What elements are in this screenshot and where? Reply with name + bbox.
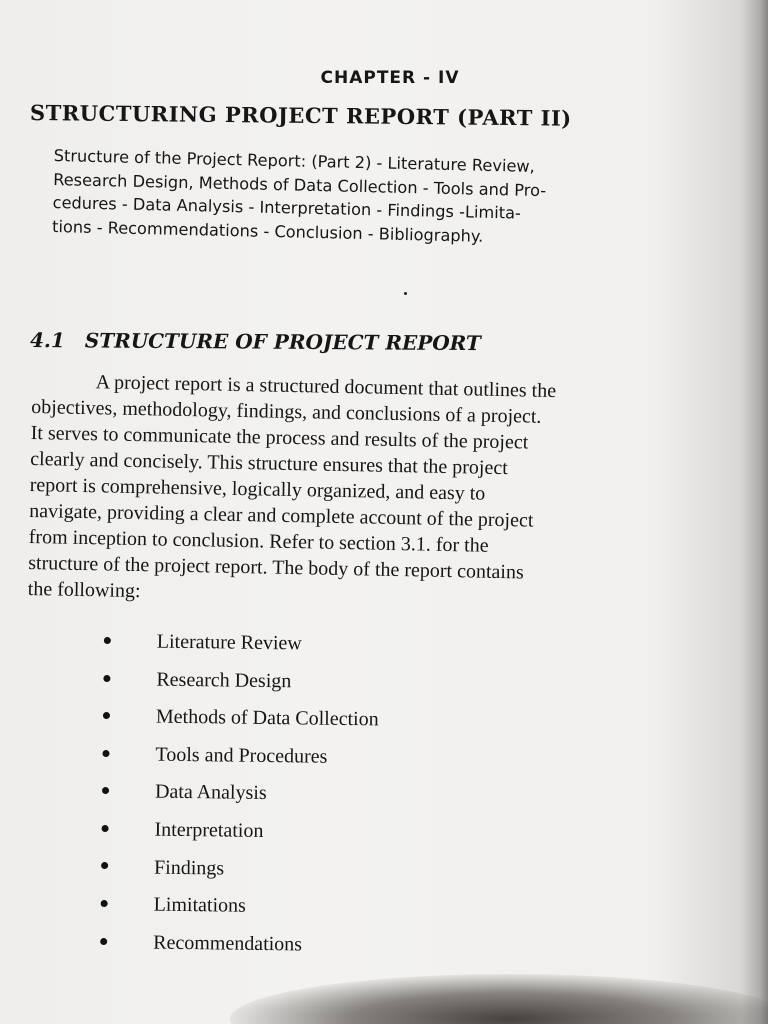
stray-dot bbox=[404, 292, 407, 295]
list-item-label: Findings bbox=[153, 856, 225, 880]
summary-line: Structure of the Project Report: (Part 2) - Literature Review, bbox=[53, 145, 536, 176]
list-item bbox=[103, 668, 523, 711]
list-item-label: Methods of Data Collection bbox=[155, 705, 379, 731]
finger-shadow bbox=[230, 974, 768, 1024]
list-item-label: Interpretation bbox=[154, 818, 264, 842]
bullet-icon bbox=[104, 637, 111, 644]
list-item bbox=[101, 818, 521, 861]
body-line: clearly and concisely. This structure ensures that the project bbox=[30, 447, 508, 480]
body-line: from inception to conclusion. Refer to section 3.1. for the bbox=[28, 525, 489, 557]
chapter-title: STRUCTURING PROJECT REPORT (PART II) bbox=[29, 100, 572, 131]
list-item-label: Data Analysis bbox=[154, 781, 267, 805]
chapter-label: CHAPTER - IV bbox=[320, 68, 460, 88]
body-line: navigate, providing a clear and complete account of the project bbox=[29, 499, 534, 532]
summary-line: tions - Recommendations - Conclusion - Bibliography. bbox=[51, 216, 484, 246]
section-heading bbox=[30, 328, 481, 355]
chapter-summary bbox=[52, 144, 722, 253]
list-item bbox=[102, 780, 522, 823]
summary-line: cedures - Data Analysis - Interpretation - Findings -Limita- bbox=[52, 192, 522, 223]
body-line: A project report is a structured document that outlines the bbox=[95, 371, 557, 403]
list-item bbox=[100, 893, 520, 936]
body-line: It serves to communicate the process and results of the project bbox=[30, 421, 529, 454]
body-line: the following: bbox=[27, 577, 141, 603]
bullet-icon bbox=[102, 825, 109, 832]
list-item-label: Recommendations bbox=[153, 931, 303, 956]
section-number: 4.1 bbox=[29, 328, 65, 353]
list-item bbox=[104, 630, 524, 673]
summary-line: Research Design, Methods of Data Collection - Tools and Pro- bbox=[52, 169, 547, 200]
page-gutter-shadow bbox=[742, 0, 768, 1024]
bullet-icon bbox=[103, 712, 110, 719]
list-item bbox=[101, 856, 521, 899]
bullet-icon bbox=[102, 750, 109, 757]
list-item-label: Literature Review bbox=[156, 630, 302, 655]
bullet-icon bbox=[101, 862, 108, 869]
body-line: report is comprehensive, logically organized, and easy to bbox=[29, 473, 486, 505]
section-title: STRUCTURE OF PROJECT REPORT bbox=[84, 328, 481, 356]
list-item bbox=[102, 743, 522, 786]
bullet-icon bbox=[100, 938, 107, 945]
list-item-label: Research Design bbox=[156, 668, 292, 692]
bullet-list bbox=[100, 630, 524, 973]
section-body bbox=[28, 368, 734, 615]
bullet-icon bbox=[103, 674, 110, 681]
list-item-label: Limitations bbox=[153, 893, 246, 917]
list-item-label: Tools and Procedures bbox=[155, 743, 328, 768]
body-line: objectives, methodology, findings, and conclusions of a project. bbox=[31, 395, 542, 428]
list-item bbox=[103, 705, 523, 748]
list-item bbox=[100, 931, 520, 974]
bullet-icon bbox=[101, 900, 108, 907]
body-line: structure of the project report. The body of the report contains bbox=[28, 551, 524, 584]
bullet-icon bbox=[102, 787, 109, 794]
